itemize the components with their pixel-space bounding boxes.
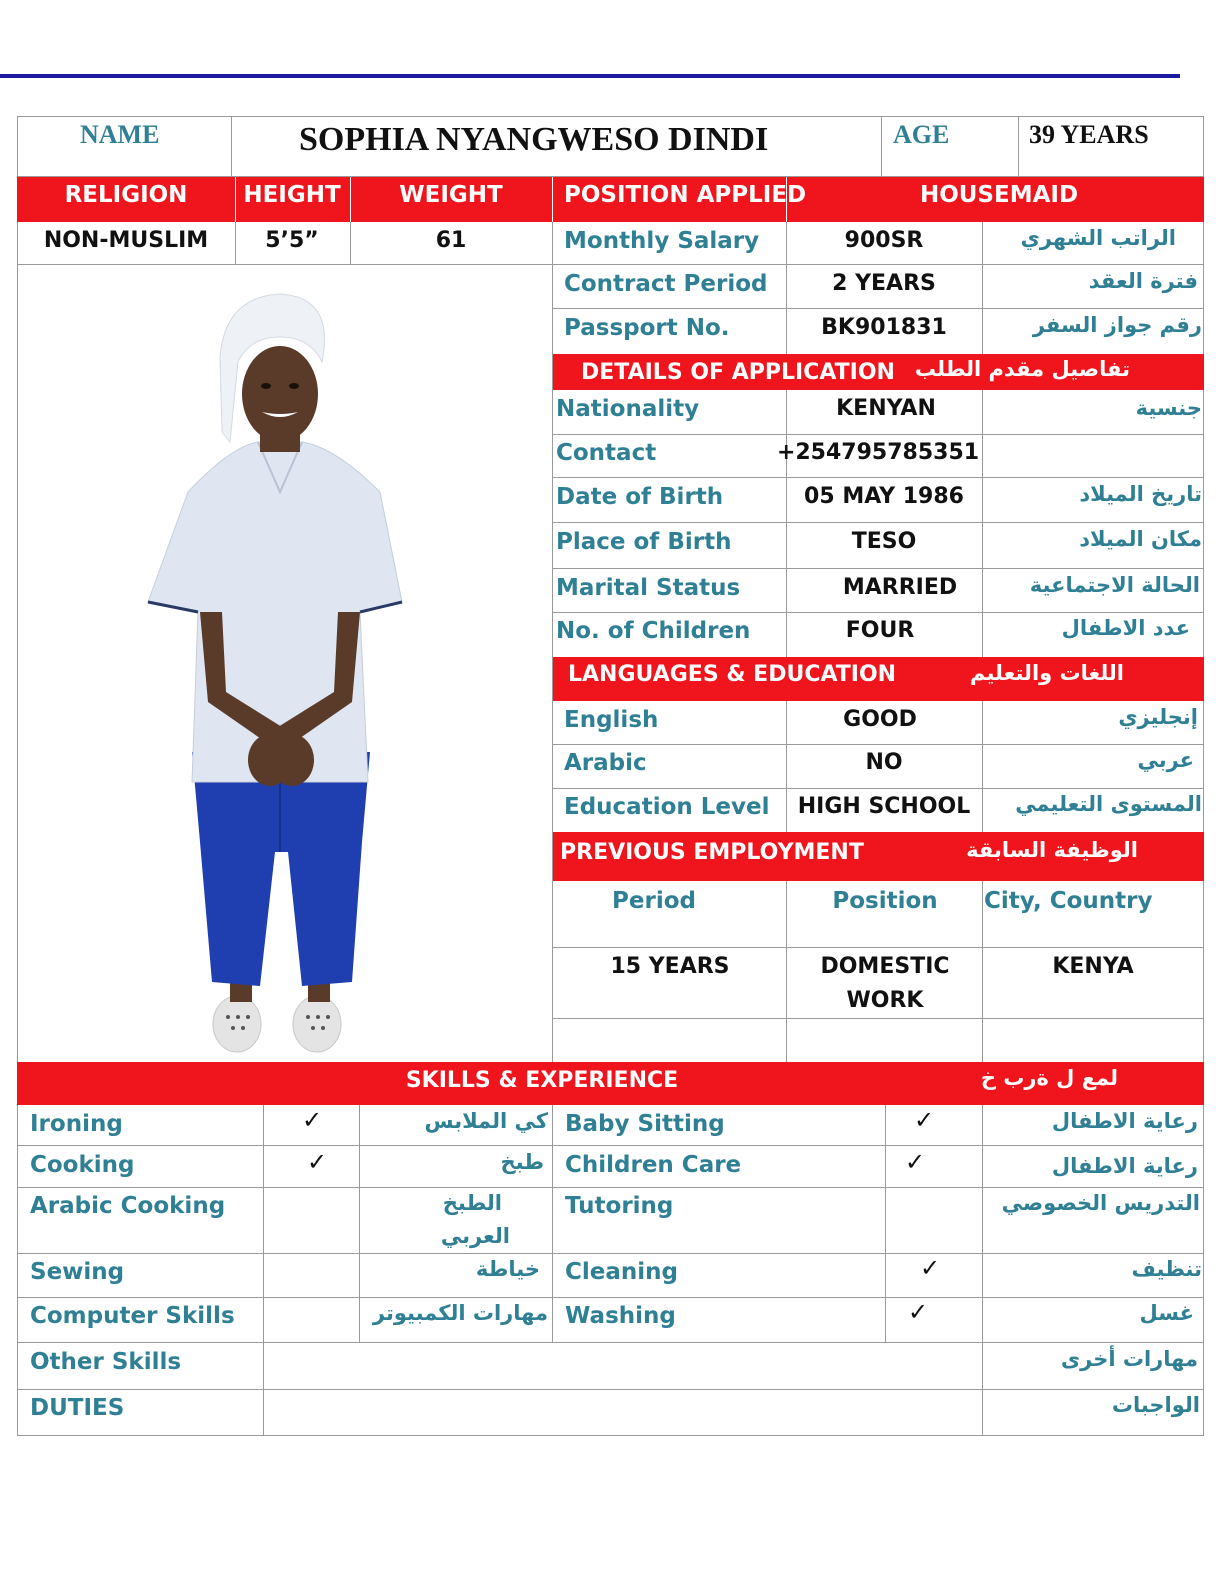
passport-value: BK901831 [821,315,947,340]
skill-childcare-arabic: رعاية الاطفال [1051,1154,1198,1178]
divider [1203,116,1204,1436]
skills-title: SKILLS & EXPERIENCE [405,1068,679,1093]
divider [982,389,983,657]
skill-tutoring-label: Tutoring [565,1193,674,1219]
other-skills-label: Other Skills [30,1349,182,1375]
employment-title-arabic: الوظيفة السابقة [966,838,1138,862]
divider [17,1435,1204,1436]
divider [786,881,787,1062]
divider [350,222,351,265]
name-label: NAME [80,120,160,149]
skill-cooking-arabic: طبخ [500,1150,544,1174]
divider [982,701,983,832]
divider [885,1105,886,1342]
children-label: No. of Children [556,618,751,644]
contact-value: +254795785351 [776,440,980,465]
divider [17,1297,1204,1298]
divider [552,264,1204,265]
divider [17,1253,1204,1254]
divider [552,947,1204,948]
passport-arabic: رقم جواز السفر [1032,313,1202,337]
country-col-header: City, Country [984,888,1153,914]
period-col-header: Period [612,888,696,914]
divider [17,1342,1204,1343]
divider [235,222,236,265]
languages-title: LANGUAGES & EDUCATION [568,662,897,687]
skill-cleaning-check: ✓ [920,1254,941,1282]
divider [552,744,1204,745]
skills-title-arabic: لمع ل ةرب خ [980,1066,1118,1090]
marital-value: MARRIED [842,575,958,600]
children-value: FOUR [845,618,915,643]
contact-label: Contact [556,440,657,466]
skill-tutoring-arabic: التدريس الخصوصي [1001,1191,1200,1215]
age-label: AGE [893,120,950,149]
dob-arabic: تاريخ الميلاد [1079,482,1202,506]
skill-babysitting-check: ✓ [914,1106,935,1134]
details-title: DETAILS OF APPLICATION [581,360,895,385]
education-label: Education Level [564,794,770,820]
other-skills-arabic: مهارات أخرى [1060,1347,1198,1371]
skill-ironing-check: ✓ [302,1106,323,1134]
nationality-label: Nationality [556,396,700,422]
employment-position-line2: WORK [846,988,924,1013]
divider [17,116,18,1436]
age-value: 39 YEARS [1029,120,1149,149]
employment-title: PREVIOUS EMPLOYMENT [560,840,864,865]
education-value: HIGH SCHOOL [797,794,971,819]
skill-cleaning-arabic: تنظيف [1131,1257,1202,1281]
divider [552,788,1204,789]
nationality-arabic: جنسية [1135,396,1202,420]
skill-computer-arabic: مهارات الكمبيوتر [372,1301,548,1325]
divider [17,1187,1204,1188]
skill-sewing-label: Sewing [30,1259,125,1285]
arabic-value: NO [865,750,903,775]
divider [17,1389,1204,1390]
skill-ironing-arabic: كي الملابس [424,1109,548,1133]
duties-arabic: الواجبات [1111,1393,1200,1417]
contract-arabic: فترة العقد [1088,269,1198,293]
skill-cooking-label: Cooking [30,1152,135,1178]
divider [552,434,1204,435]
religion-label: RELIGION [64,182,188,208]
divider [552,222,553,1062]
divider [17,1145,1204,1146]
header-rule [0,74,1180,78]
salary-label: Monthly Salary [564,228,760,254]
passport-label: Passport No. [564,315,730,341]
skill-washing-label: Washing [565,1303,676,1329]
skill-sewing-arabic: خياطة [475,1257,540,1281]
marital-label: Marital Status [556,575,741,601]
duties-label: DUTIES [30,1395,125,1421]
arabic-arabic: عربي [1137,748,1194,772]
position-col-header: Position [832,888,938,914]
divider [982,1105,983,1435]
divider [982,222,983,354]
pob-arabic: مكان الميلاد [1079,527,1202,551]
pob-value: TESO [851,529,917,554]
nationality-value: KENYAN [836,396,936,421]
skill-babysitting-arabic: رعاية الاطفال [1051,1109,1198,1133]
skill-arabic-cooking-arabic-2: العربي [440,1224,510,1248]
details-title-arabic: تفاصيل مقدم الطلب [914,357,1130,381]
divider [786,389,787,657]
position-applied-value: HOUSEMAID [919,182,1079,208]
skill-cooking-check: ✓ [307,1148,328,1176]
height-label: HEIGHT [243,182,341,208]
dob-label: Date of Birth [556,484,724,510]
divider [786,222,787,354]
skill-babysitting-label: Baby Sitting [565,1111,725,1137]
divider [17,264,553,265]
education-arabic: المستوى التعليمي [1015,792,1202,816]
english-value: GOOD [843,707,917,732]
divider [552,522,1204,523]
divider [552,1018,1204,1019]
skill-computer-label: Computer Skills [30,1303,235,1329]
salary-arabic: الراتب الشهري [1020,226,1176,250]
languages-title-arabic: اللغات والتعليم [970,661,1124,685]
divider [231,116,232,176]
employment-country: KENYA [1052,954,1134,979]
weight-value: 61 [435,228,467,253]
divider [17,116,1204,117]
divider [552,612,1204,613]
divider [881,116,882,176]
skill-washing-check: ✓ [908,1298,929,1326]
divider [552,568,1204,569]
skill-childcare-check: ✓ [905,1148,926,1176]
contract-value: 2 YEARS [832,271,936,296]
pob-label: Place of Birth [556,529,732,555]
divider [552,477,1204,478]
arabic-label: Arabic [564,750,647,776]
employment-period: 15 YEARS [610,954,730,979]
skill-ironing-label: Ironing [30,1111,123,1137]
weight-label: WEIGHT [399,182,503,208]
skill-arabic-cooking-label: Arabic Cooking [30,1193,226,1219]
contract-label: Contract Period [564,271,768,297]
religion-value: NON-MUSLIM [43,228,209,253]
english-arabic: إنجليزي [1118,705,1198,729]
salary-value: 900SR [844,228,924,253]
divider [359,1105,360,1342]
skill-washing-arabic: غسل [1139,1301,1194,1325]
position-applied-label: POSITION APPLIED [564,182,807,208]
skill-cleaning-label: Cleaning [565,1259,678,1285]
divider [552,1105,553,1342]
marital-arabic: الحالة الاجتماعية [1029,573,1200,597]
height-value: 5’5” [265,228,319,253]
employment-position-line1: DOMESTIC [820,954,950,979]
applicant-name: SOPHIA NYANGWESO DINDI [299,121,769,158]
dob-value: 05 MAY 1986 [804,484,964,509]
divider [982,881,983,1062]
divider [552,177,553,222]
divider [263,1105,264,1435]
skill-childcare-label: Children Care [565,1152,742,1178]
applicant-photo [130,282,430,1057]
divider [786,701,787,832]
english-label: English [564,707,659,733]
divider [1018,116,1019,176]
skill-arabic-cooking-arabic-1: الطبخ [442,1191,502,1215]
divider [552,308,1204,309]
children-arabic: عدد الاطفال [1061,616,1190,640]
